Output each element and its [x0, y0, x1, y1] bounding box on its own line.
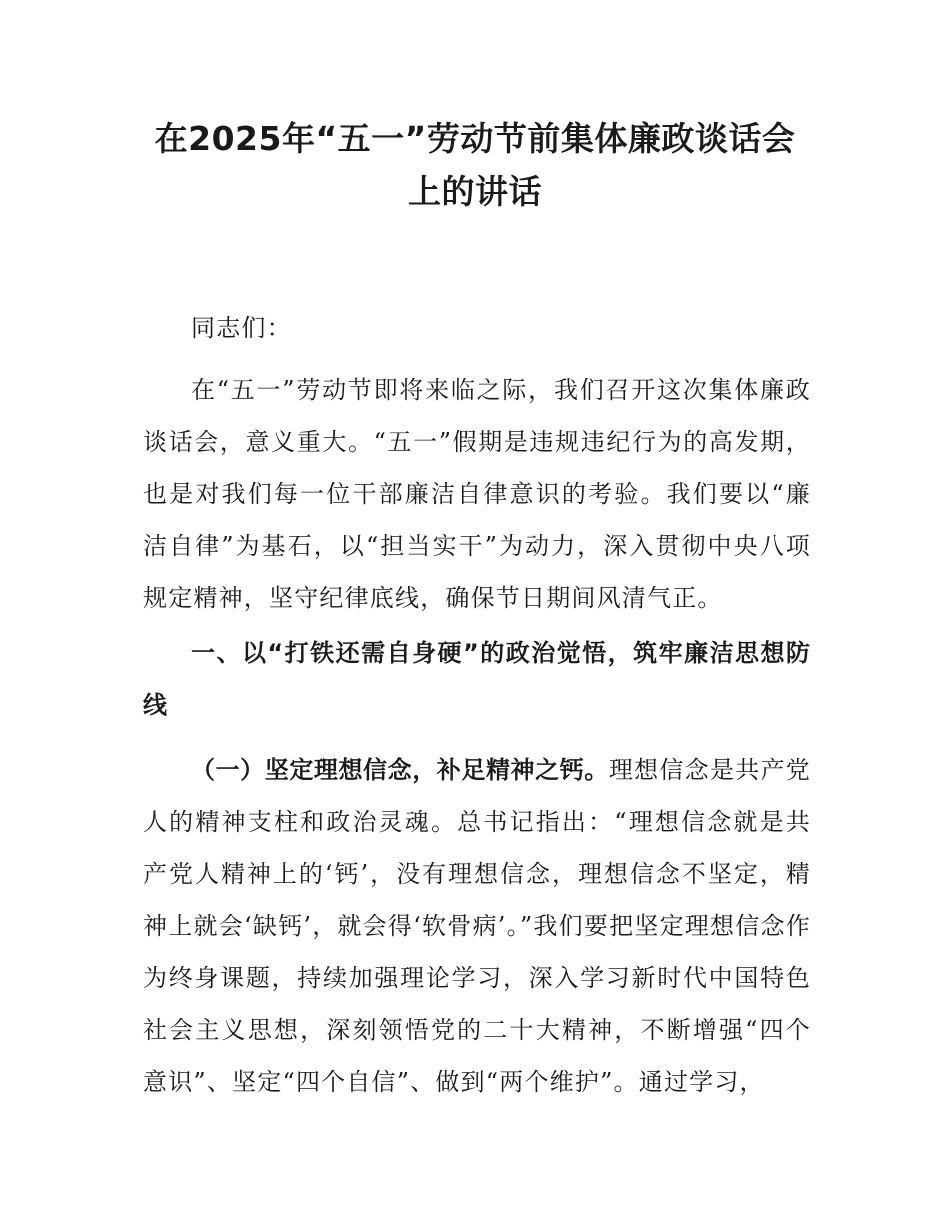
greeting: 同志们： [191, 314, 292, 342]
section-1-heading: 一、以“打铁还需自身硬”的政治觉悟，筑牢廉洁思想防线 [143, 639, 811, 719]
subsection-1-body: 理想信念是共产党人的精神支柱和政治灵魂。总书记指出：“理想信念就是共产党人精神上的‘钙’，没有理想信念，理想信念不坚定，精神上就会‘缺钙’，就会得‘软骨病’。”我们要把坚定理想信念作为终身课题，持续加强理论学习，深入学习新时代中国特色社会主义思想，深刻领悟党的二十大精神，不断增强“四个意识”、坚定“四个自信”、做到“两个维护”。通过学习， [143, 756, 811, 1096]
subsection-1-heading: （一）坚定理想信念，补足精神之钙。 [191, 756, 609, 784]
subsection-1-paragraph [143, 744, 811, 1108]
intro-paragraph: 在“五一”劳动节即将来临之际，我们召开这次集体廉政谈话会，意义重大。“五一”假期是违规违纪行为的高发期，也是对我们每一位干部廉洁自律意识的考验。我们要以“廉洁自律”为基石，以“担当实干”为动力，深入贯彻中央八项规定精神，坚守纪律底线，确保节日期间风清气正。 [143, 376, 811, 612]
title-line-2: 上的讲话 [408, 172, 542, 211]
document-title [120, 112, 830, 218]
title-line-1: 在2025年“五一”劳动节前集体廉政谈话会 [154, 119, 796, 158]
